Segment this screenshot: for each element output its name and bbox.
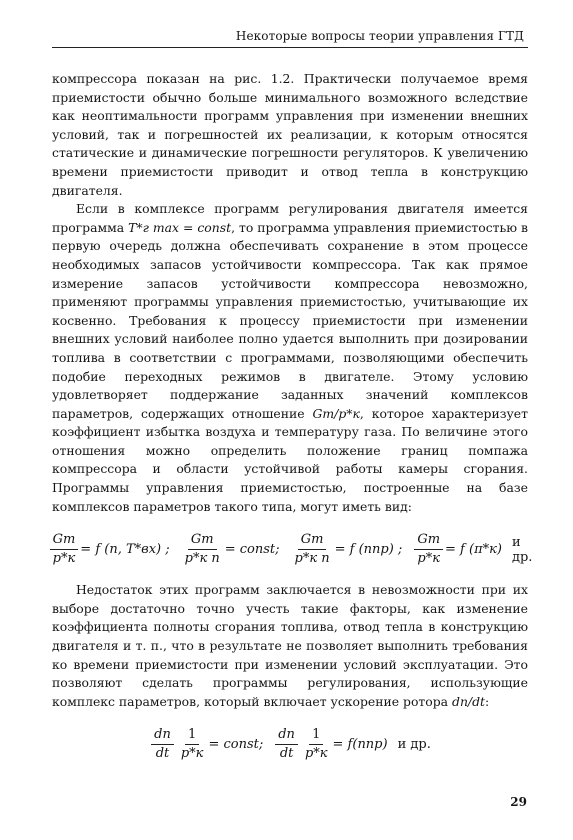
running-header [52,27,528,49]
fraction-numerator: 1 [185,727,199,745]
fraction-denominator: p*к [52,551,76,567]
page-number: 29 [510,795,527,809]
formula-1a [48,532,170,567]
fraction-denominator: p*к n [184,551,220,567]
header-rule [52,47,528,48]
formula-block-2 [52,727,528,762]
fraction-gt-pkn-2 [292,532,333,567]
paragraph-3-end: : [485,693,490,709]
fraction-denominator: dt [279,746,294,762]
paragraph-3 [52,581,528,711]
formula-2b [273,727,387,762]
fraction-denominator: p*к n [294,551,330,567]
paragraph-2-start: Если в комплексе программ регулирования двигателя имеется программа [52,201,528,235]
fraction-denominator: dt [155,746,170,762]
formula-2b-rhs: = f(nпр) [332,737,388,753]
formula-1b-rhs: = const; [224,542,280,558]
fraction-dn-dt-2 [275,727,298,762]
fraction-denominator: p*к [180,746,204,762]
fraction-gt-pkn [182,532,223,567]
formula-1a-rhs: = f (n, T*вх) ; [80,542,170,558]
paragraph-1: компрессора показан на рис. 1.2. Практически получаемое время приемистости обычно больше минимального возможного вследствие как неоптимальности программ управления при изменении внешних условий, так и погрешностей их реализации, к которым относятся статические и динамические погрешности регуляторов. К увеличению времени приемистости приводит и отвод тепла в конструкцию двигателя. [52,71,528,198]
formula-1c [290,532,403,567]
formula-1-tail: и др. [511,534,533,565]
inline-math-tg-max: T*г max = const [128,219,232,235]
formula-1b [180,532,280,567]
header-title: Некоторые вопросы теории управления ГТД [235,29,524,43]
formula-block-1 [52,532,533,567]
formula-2a [149,727,263,762]
formula-2a-rhs: = const; [208,737,264,753]
page-body [52,70,533,776]
fraction-numerator: Gт [50,532,79,550]
fraction-gt-pk-2 [414,532,443,567]
fraction-numerator: dn [151,727,174,745]
fraction-gt-pk [50,532,79,567]
fraction-denominator: p*к [417,551,440,567]
formula-1d-rhs: = f (π*к) [445,542,502,558]
fraction-numerator: Gт [188,532,217,550]
formula-1d [412,532,502,567]
inline-math-gt-pk: Gт/p*к [312,405,360,421]
fraction-numerator: Gт [298,532,327,550]
formula-2-tail: и др. [397,737,431,753]
fraction-numerator: 1 [309,727,323,745]
paragraph-2-middle: , то программа управления приемистостью в первую очередь должна обеспечивать сохранение в этом процессе необходимых запасов устойчивости компрессора. Так как прямое измерение запасов устойчивости компрессора невозможно, применяют программы управления приемистостью, учитывающие их косвенно. Требования к процессу приемистости при изменении внешних условий наиболее полно удается выполнить при дозировании топлива в соответствии с программами, позволяющими обеспечить подобие переходных режимов в двигателе. Этому условию удовлетворяет поддержание заданных значений комплексов параметров, содержащих отношение [52,219,529,421]
fraction-one-pk [178,727,207,762]
fraction-one-pk-2 [302,727,331,762]
fraction-dn-dt [151,727,174,762]
fraction-numerator: Gт [414,532,443,550]
inline-math-dndt: dn/dt [452,693,486,709]
paragraph-2-end: , которое характеризует коэффициент избытка воздуха и температуру газа. По величине этого отношения можно определить положение границ помпажа компрессора и области устойчивой работы камеры сгорания. Программы управления приемистостью, построенные на базе комплексов параметров такого типа, могут иметь вид: [52,405,528,514]
paragraph-2 [52,200,528,516]
fraction-numerator: dn [275,727,298,745]
formula-1c-rhs: = f (nпр) ; [334,542,403,558]
fraction-denominator: p*к [304,746,328,762]
paragraph-3-start: Недостаток этих программ заключается в невозможности при их выборе достаточно точно учесть такие факторы, как изменение коэффициента полноты сгорания топлива, отвод тепла в конструкцию двигателя и т. п., что в результате не позволяет выполнить требования ко времени приемистости при изменении условий эксплуатации. Это позволяют сделать программы регулирования, использующие комплекс параметров, который включает ускорение ротора [52,582,528,709]
